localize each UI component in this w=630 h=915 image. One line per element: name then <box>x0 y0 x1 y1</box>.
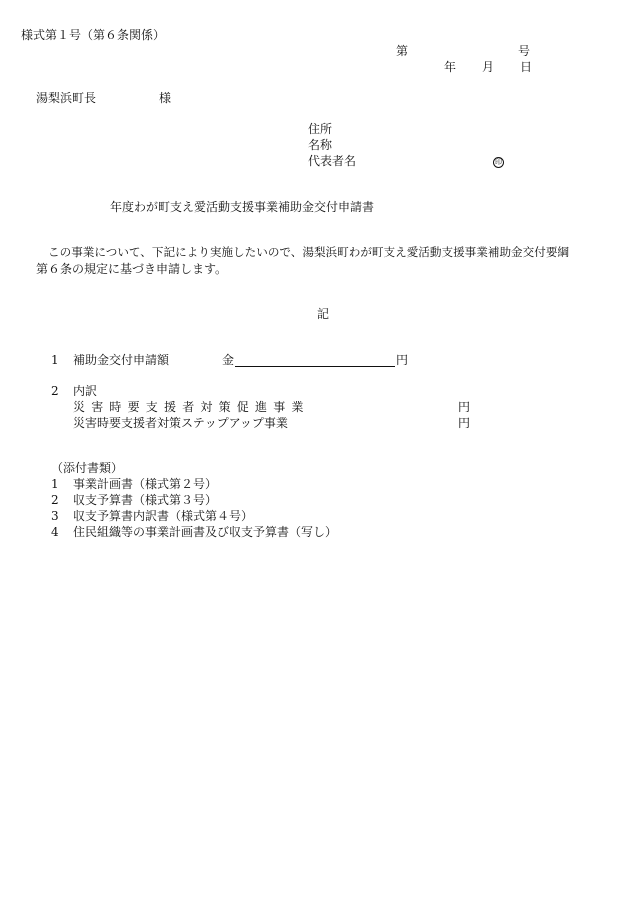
body-text-line2: 第６条の規定に基づき申請します。 <box>36 262 228 276</box>
seal-mark <box>493 156 504 168</box>
breakdown-row-yen: 円 <box>458 416 471 430</box>
attachment-item: 事業計画書（様式第２号） <box>73 477 218 491</box>
attachment-number: 3 <box>51 509 59 523</box>
attachment-item: 収支予算書（様式第３号） <box>73 493 218 507</box>
body-text-line1: この事業について、下記により実施したいので、湯梨浜町わが町支え愛活動支援事業補助金交付要綱 <box>48 245 570 259</box>
document-title: 年度わが町支え愛活動支援事業補助金交付申請書 <box>110 200 375 214</box>
applicant-address-label: 住所 <box>308 122 333 136</box>
applicant-representative-label: 代表者名 <box>308 154 357 168</box>
breakdown-row-name: 災害時要支援者対策ステップアップ事業 <box>73 416 288 430</box>
doc-number-suffix: 号 <box>518 44 531 58</box>
addressee-name: 湯梨浜町長 <box>36 91 97 105</box>
amount-yen-label: 円 <box>396 353 409 367</box>
breakdown-row-name: 災害時要支援者対策促進事業 <box>73 400 310 414</box>
attachment-item: 収支予算書内訳書（様式第４号） <box>73 509 254 523</box>
date-year-label: 年 <box>444 60 457 74</box>
attachment-item: 住民組織等の事業計画書及び収支予算書（写し） <box>73 525 338 539</box>
doc-number-prefix: 第 <box>396 44 409 58</box>
attachment-number: 2 <box>51 493 59 507</box>
date-month-label: 月 <box>482 60 495 74</box>
attachment-number: 1 <box>51 477 59 491</box>
item1-number: 1 <box>51 353 59 367</box>
amount-kin-label: 金 <box>222 353 235 367</box>
ki-heading: 記 <box>317 307 330 321</box>
attachments-heading: （添付書類） <box>51 461 124 475</box>
addressee-honorific: 様 <box>159 91 172 105</box>
breakdown-row-yen: 円 <box>458 400 471 414</box>
seal-icon: 印 <box>495 158 502 166</box>
item2-number: 2 <box>51 384 59 398</box>
form-number: 様式第１号（第６条関係） <box>21 28 166 42</box>
amount-blank-line <box>235 354 395 367</box>
date-day-label: 日 <box>520 60 533 74</box>
applicant-name-label: 名称 <box>308 138 333 152</box>
attachment-number: 4 <box>51 525 59 539</box>
item2-label: 内訳 <box>73 384 98 398</box>
item1-label: 補助金交付申請額 <box>73 353 170 367</box>
